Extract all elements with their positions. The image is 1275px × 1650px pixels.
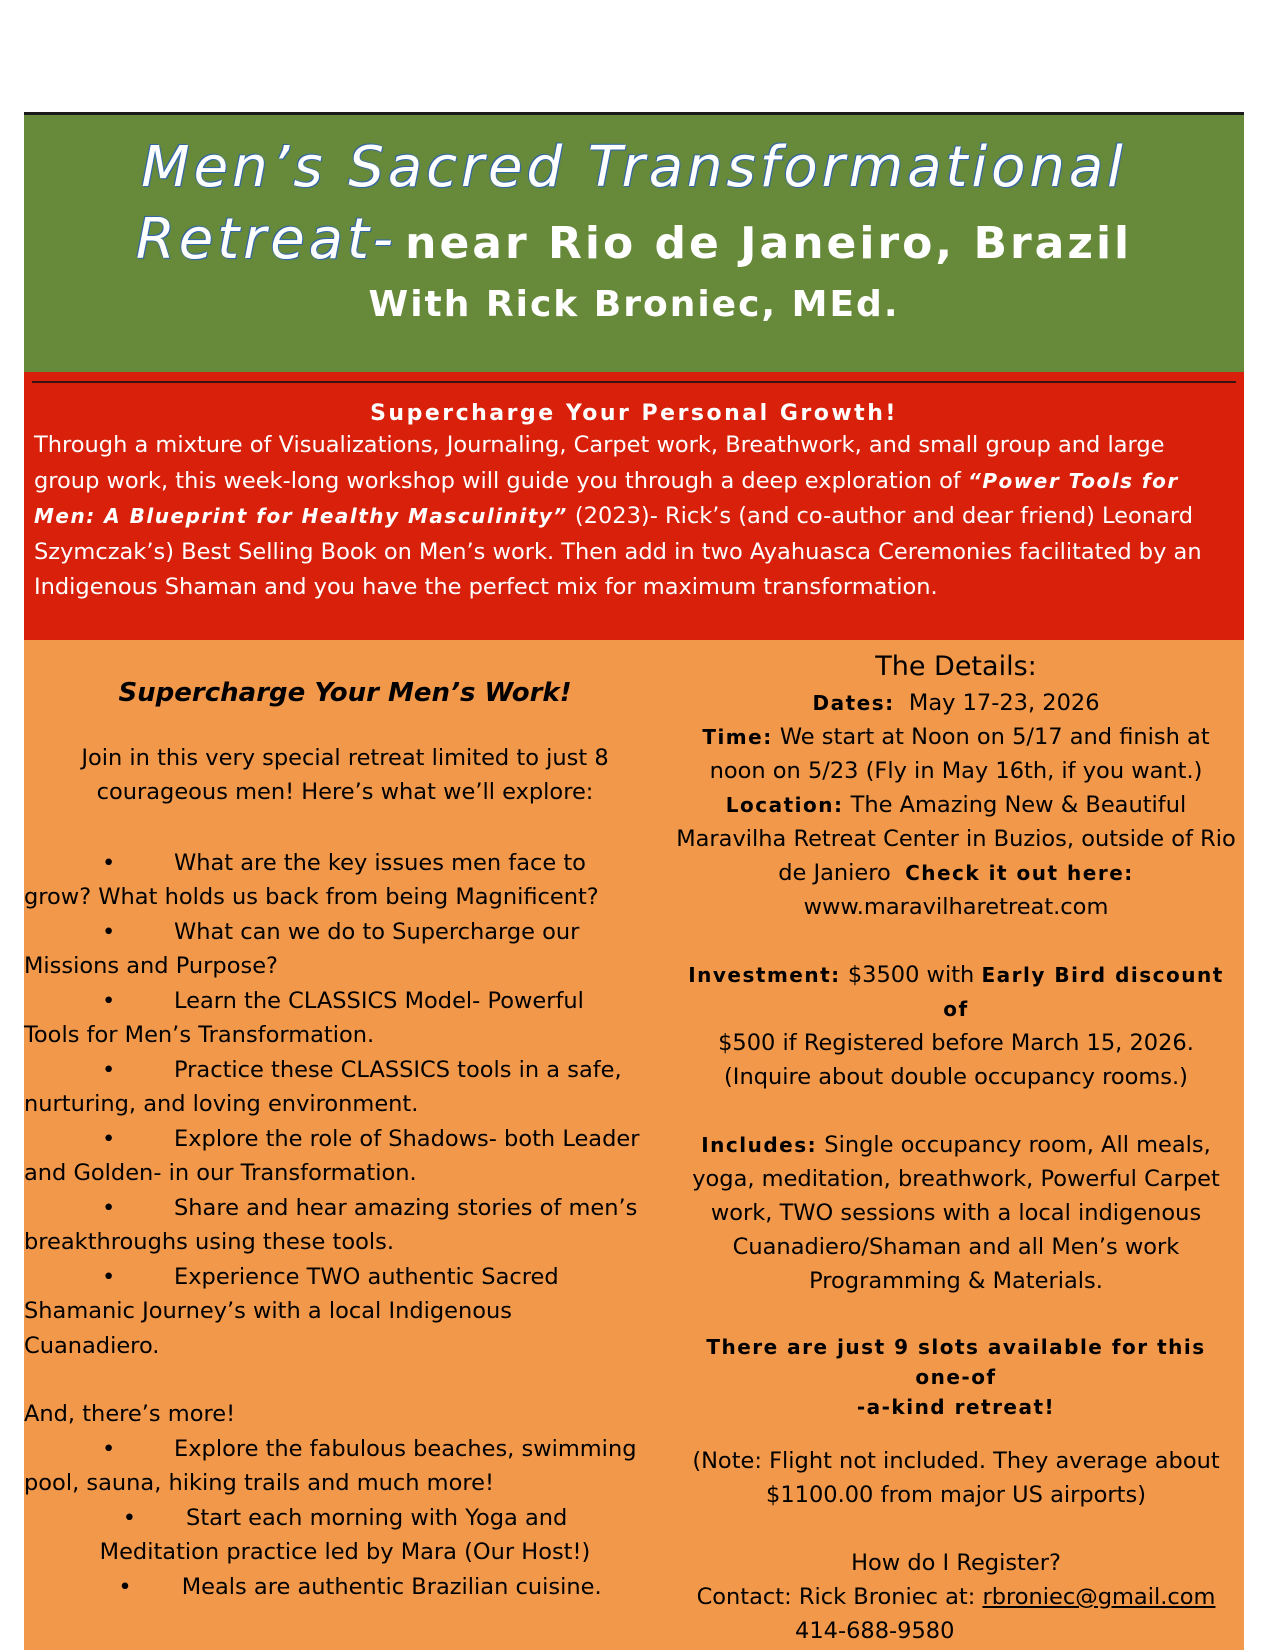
- bullet-icon: •: [102, 1263, 116, 1290]
- check-label: Check it out here:: [905, 861, 1134, 885]
- includes-label: Includes:: [701, 1133, 818, 1157]
- list-item: • Experience TWO authentic Sacred Shamanic Journey’s with a local Indigenous Cuanadiero.: [24, 1260, 666, 1364]
- time-line: [676, 720, 1236, 788]
- page-title-line2: [24, 208, 1244, 276]
- phone-number: 414-688-9580: [795, 1618, 955, 1644]
- dates-label: Dates:: [812, 691, 895, 715]
- title-retreat-word: Retreat-: [135, 207, 398, 272]
- list-item: • Explore the role of Shadows- both Leader and Golden- in our Transformation.: [24, 1122, 666, 1191]
- occupancy-note: (Inquire about double occupancy rooms.): [724, 1064, 1188, 1090]
- bullet-icon: •: [102, 1056, 116, 1083]
- list-item: • Learn the CLASSICS Model- Powerful Tools for Men’s Transformation.: [24, 984, 666, 1053]
- list-item: • Meals are authentic Brazilian cuisine.: [118, 1573, 602, 1600]
- divider-rule: [32, 381, 1236, 383]
- time-value: We start at Noon on 5/17 and finish at noon on 5/23 (Fly in May 16th, if you want.): [709, 724, 1210, 784]
- list-item: • Start each morning with Yoga and Meditation practice led by Mara (Our Host!): [99, 1504, 591, 1565]
- dates-line: [676, 686, 1236, 720]
- details-column: [676, 640, 1236, 1648]
- bullet-icon: •: [102, 1125, 116, 1152]
- list-item: • Practice these CLASSICS tools in a safe, nurturing, and loving environment.: [24, 1053, 666, 1122]
- title-location: near Rio de Janeiro, Brazil: [405, 218, 1133, 269]
- register-question: How do I Register?: [851, 1550, 1061, 1576]
- list-item: • Explore the fabulous beaches, swimming pool, sauna, hiking trails and much more!: [24, 1432, 666, 1501]
- intro-text-part2: (2023)- Rick’s (and co-author and dear friend) Leonard Szymczak’s) Best Selling Book on Men’s work. Then add in two Ayahuasca Ceremonies facilitated by an Indigenous Shaman and you have the perfect mix for maximum transformation.: [34, 503, 1202, 600]
- investment-label: Investment:: [688, 963, 841, 987]
- flight-note: (Note: Flight not included. They average about $1100.00 from major US airports): [692, 1448, 1220, 1508]
- early-bird-label: Early Bird discount of: [943, 963, 1224, 1021]
- host-line: With Rick Broniec, MEd.: [368, 284, 900, 325]
- list-item: • Share and hear amazing stories of men’s breakthroughs using these tools.: [24, 1191, 666, 1260]
- page-title-line1: Men’s Sacred Transformational: [141, 135, 1127, 200]
- contact-line: Contact: Rick Broniec at: rbroniec@gmail.com: [696, 1584, 1216, 1610]
- early-bird-value: $500 if Registered before March 15, 2026.: [718, 1030, 1194, 1056]
- bullet-icon: •: [102, 1194, 116, 1221]
- intro-text-part1: Through a mixture of Visualizations, Journaling, Carpet work, Breathwork, and small group and large group work, this week-long workshop will guide you through a deep exploration of: [34, 432, 1165, 494]
- bullet-icon: •: [102, 849, 116, 876]
- bullet-icon: •: [102, 1435, 116, 1462]
- intro-body: [34, 428, 1234, 606]
- time-label: Time:: [702, 725, 773, 749]
- bullet-icon: •: [122, 1504, 136, 1531]
- includes-value: Single occupancy room, All meals, yoga, meditation, breathwork, Powerful Carpet work, TWO sessions with a local indigenous Cuanadiero/Shaman and all Men’s work Programming & Materials.: [692, 1132, 1220, 1294]
- details-title: The Details:: [875, 651, 1037, 682]
- explore-list: [24, 846, 666, 1364]
- intro-section: [24, 372, 1244, 640]
- location-line: [676, 788, 1236, 890]
- header-banner: [24, 115, 1244, 372]
- includes-line: [676, 1128, 1236, 1298]
- list-item: • What can we do to Supercharge our Missions and Purpose?: [24, 915, 666, 984]
- location-value: The Amazing New & Beautiful Maravilha Retreat Center in Buzios, outside of Rio de Janiero: [676, 792, 1236, 886]
- left-title: Supercharge Your Men’s Work!: [118, 678, 572, 708]
- location-label: Location:: [725, 793, 844, 817]
- email-link[interactable]: rbroniec@gmail.com: [982, 1584, 1216, 1610]
- investment-line: [676, 958, 1236, 1026]
- left-intro: Join in this very special retreat limited to just 8 courageous men! Here’s what we’ll explore:: [81, 744, 609, 805]
- dates-value: May 17-23, 2026: [908, 690, 1100, 716]
- intro-heading: Supercharge Your Personal Growth!: [370, 401, 898, 426]
- list-item: • What are the key issues men face to grow? What holds us back from being Magnificent?: [24, 846, 666, 915]
- website-link[interactable]: www.maravilharetreat.com: [803, 894, 1109, 920]
- book-title: “Power Tools for Men: A Blueprint for Healthy Masculinity”: [34, 468, 1179, 528]
- slots-notice: There are just 9 slots available for this one-of -a-kind retreat!: [706, 1335, 1206, 1419]
- bullet-icon: •: [102, 987, 116, 1014]
- investment-value: $3500 with: [847, 962, 975, 988]
- bullet-icon: •: [118, 1573, 132, 1600]
- left-column: [24, 640, 666, 1604]
- more-heading: And, there’s more!: [24, 1401, 236, 1427]
- bullet-icon: •: [102, 918, 116, 945]
